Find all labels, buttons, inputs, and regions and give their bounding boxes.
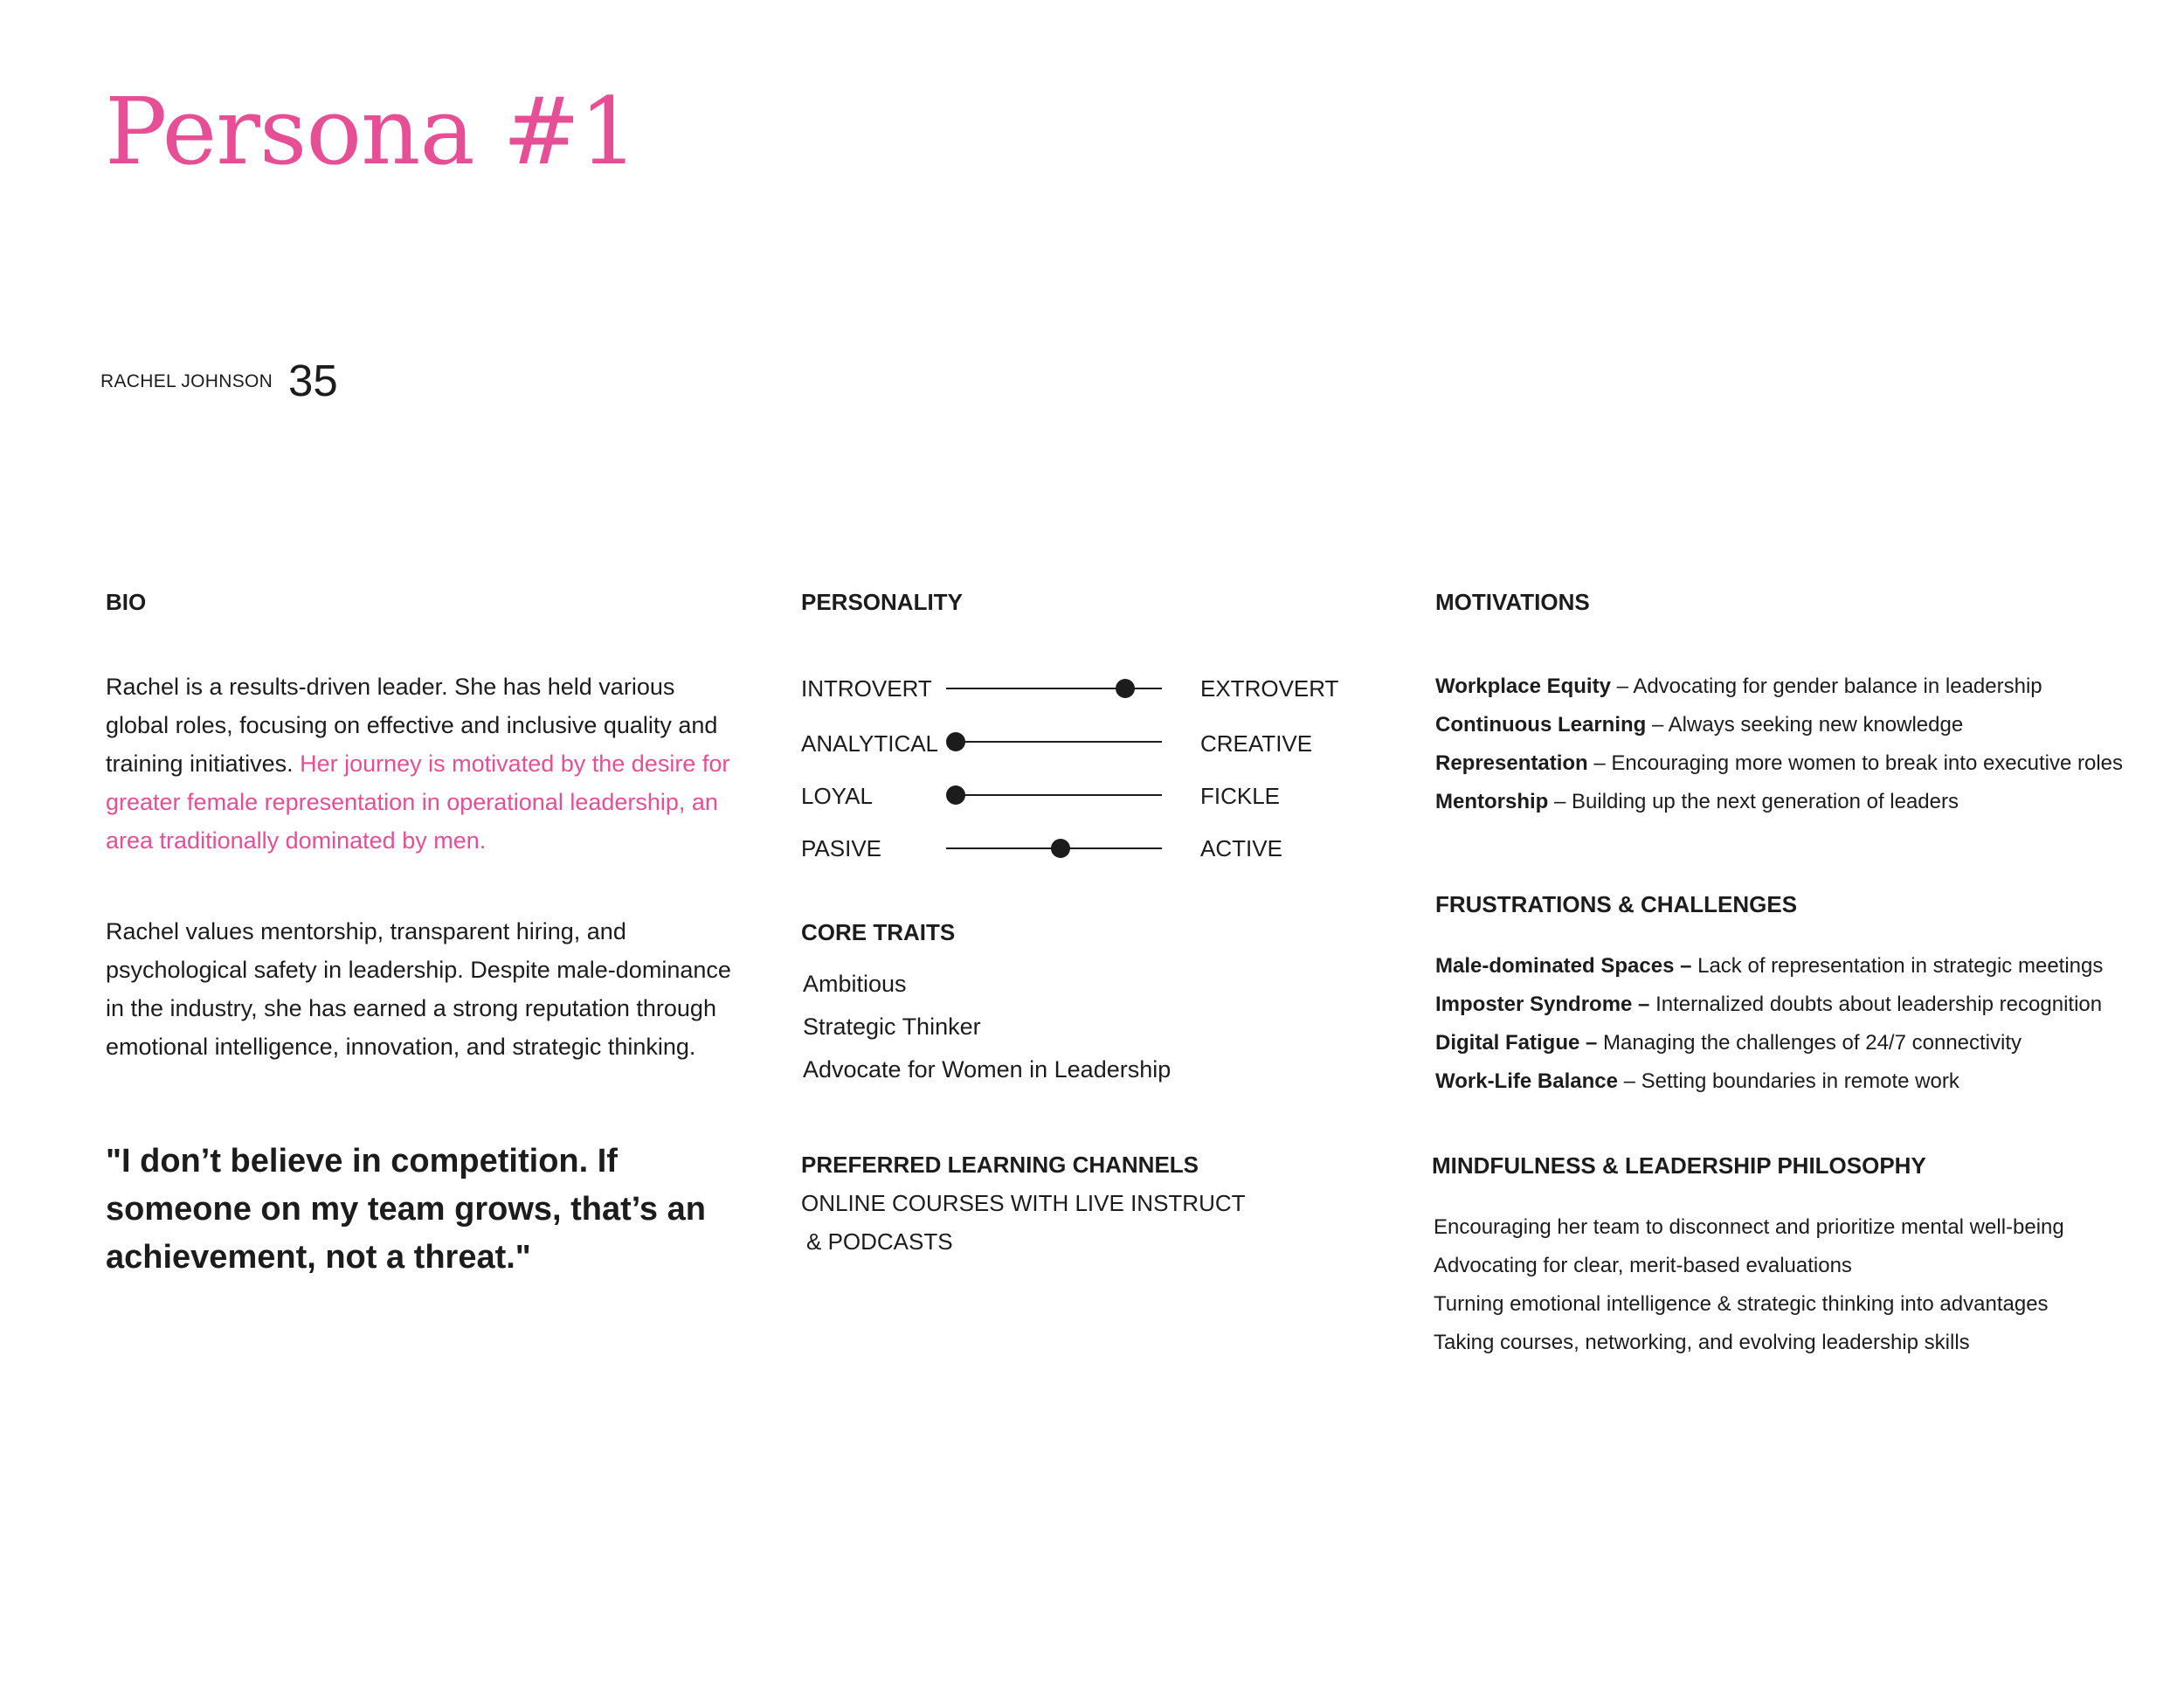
motivation-term: Continuous Learning [1435,713,1647,737]
bio-paragraph-2: Rachel values mentorship, transparent hiring, and psychological safety in leadership. Despite male-dominance in the industry, she has earned a strong reputation through emotional intelligence, innovation, and strategic thinking. [106,918,731,1060]
mindfulness-item: Taking courses, networking, and evolving leadership skills [1434,1331,1970,1354]
bio-heading: BIO [106,589,147,615]
frustration-term: Male-dominated Spaces – [1435,954,1692,978]
core-trait-item: Strategic Thinker [803,1013,981,1040]
frustration-item [1435,1071,1959,1092]
frustration-desc: – Setting boundaries in remote work [1617,1069,1959,1093]
mindfulness-item: Advocating for clear, merit-based evaluations [1434,1254,1852,1277]
motivation-item [1435,792,1959,813]
mindfulness-item: Turning emotional intelligence & strategic thinking into advantages [1434,1292,2049,1316]
motivation-desc: – Encouraging more women to break into executive roles [1587,751,2124,775]
slider-knob [1051,839,1070,858]
mindfulness-item: Encouraging her team to disconnect and prioritize mental well-being [1434,1215,2064,1239]
motivations-heading: MOTIVATIONS [1435,589,1590,615]
core-trait-item: Ambitious [803,971,907,997]
bio-text-plain: Rachel is a results-driven leader. She has held various global roles, focusing on effective and inclusive quality and training initiatives. [106,674,718,777]
learning-channel-line: ONLINE COURSES WITH LIVE INSTRUCT [801,1190,1246,1216]
page-title: Persona #1 [105,78,638,185]
motivation-term: Mentorship [1435,790,1549,813]
frustrations-heading: FRUSTRATIONS & CHALLENGES [1435,891,1798,917]
frustration-desc: Managing the challenges of 24/7 connectivity [1597,1031,2022,1055]
frustration-item [1435,956,2103,977]
slider-track [956,794,1162,796]
motivation-item [1435,753,2123,774]
slider-right-label: ACTIVE [1200,835,1282,861]
motivation-item [1435,715,1963,736]
frustration-item [1435,994,2102,1015]
motivation-desc: – Advocating for gender balance in leadership [1610,675,2042,698]
frustration-term: Work-Life Balance [1435,1069,1618,1093]
frustration-desc: Internalized doubts about leadership recognition [1649,993,2103,1016]
persona-quote: "I don’t believe in competition. If someone on my team grows, that’s an achievement, not a threat." [106,1143,706,1276]
slider-left-label: INTROVERT [801,675,932,702]
learning-channel-line: & PODCASTS [806,1228,953,1255]
motivation-desc: – Always seeking new knowledge [1646,713,1964,737]
slider-left-label: ANALYTICAL [801,730,939,757]
core-traits-heading: CORE TRAITS [801,919,956,945]
frustration-item [1435,1033,2022,1054]
motivation-desc: – Building up the next generation of leaders [1548,790,1959,813]
slider-knob [946,732,965,751]
persona-name: RACHEL JOHNSON [100,371,273,391]
slider-right-label: CREATIVE [1200,730,1313,757]
core-trait-item: Advocate for Women in Leadership [803,1056,1171,1083]
slider-track [956,741,1162,743]
motivation-term: Representation [1435,751,1588,775]
slider-right-label: FICKLE [1200,783,1281,809]
personality-heading: PERSONALITY [801,589,963,615]
bio-paragraph-1 [106,668,735,860]
slider-knob [946,785,965,805]
learning-channels-heading: PREFERRED LEARNING CHANNELS [801,1152,1199,1178]
frustration-term: Digital Fatigue – [1435,1031,1598,1055]
slider-right-label: EXTROVERT [1200,675,1339,702]
bio-text-accent: Her journey is motivated by the desire for greater female representation in operational leadership, an area traditionally dominated by men. [106,751,730,854]
motivation-item [1435,676,2042,697]
slider-left-label: PASIVE [801,835,882,861]
mindfulness-heading: MINDFULNESS & LEADERSHIP PHILOSOPHY [1432,1152,1926,1179]
slider-knob [1116,679,1135,698]
frustration-term: Imposter Syndrome – [1435,993,1650,1016]
frustration-desc: Lack of representation in strategic meetings [1691,954,2104,978]
slider-left-label: LOYAL [801,783,873,809]
persona-age: 35 [288,356,338,405]
motivation-term: Workplace Equity [1435,675,1611,698]
